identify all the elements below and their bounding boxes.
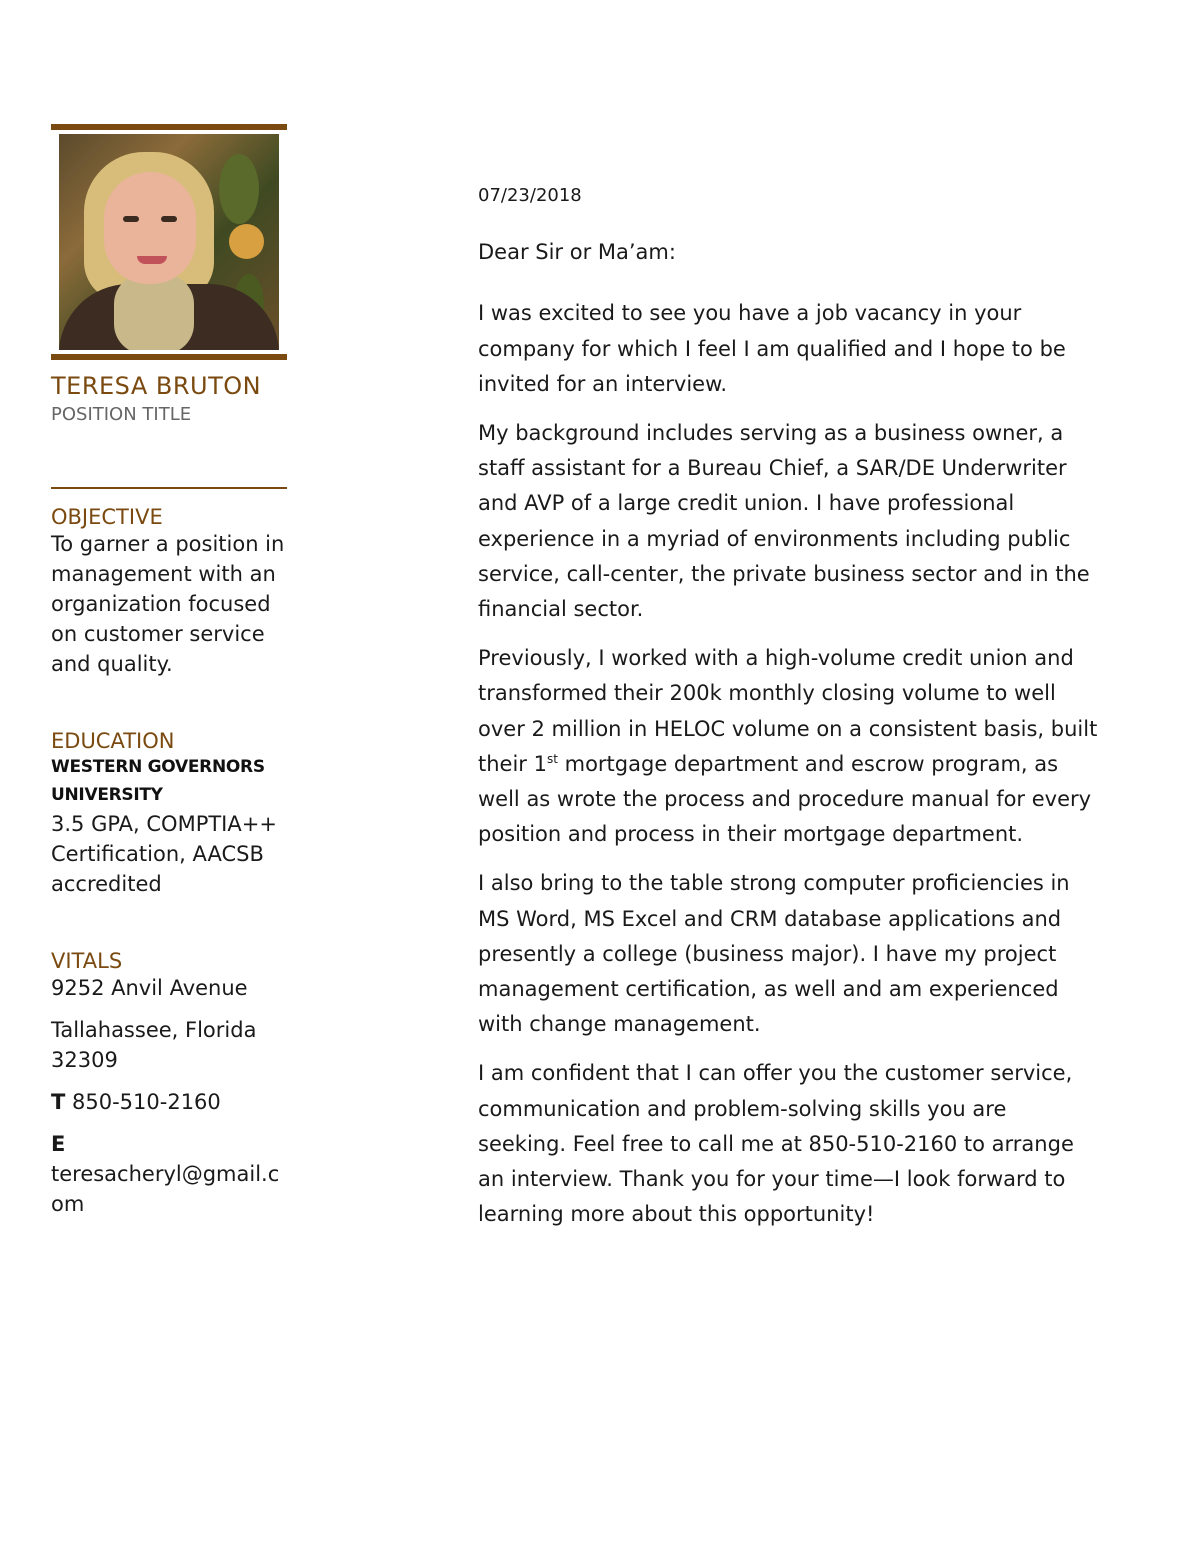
letter-paragraph-5: I am confident that I can offer you the customer service, communication and problem-solving skills you are seeking. Feel free to call me at 850-510-2160 to arrange an interview. Thank you for your time—I look forward to learning more about this opportunity! (478, 1061, 1074, 1227)
phone-value: 850-510-2160 (72, 1090, 221, 1114)
position-title: POSITION TITLE (51, 404, 192, 425)
vitals-city: Tallahassee, Florida 32309 (51, 1018, 257, 1072)
letter-paragraph-2: My background includes serving as a business owner, a staff assistant for a Bureau Chief, a SAR/DE Underwriter and AVP of a large credit union. I have professional experience in a myriad of environments including public service, call-center, the private business sector and in the financial sector. (478, 421, 1090, 622)
email-value: teresacheryl@gmail.com (51, 1162, 280, 1216)
applicant-name: TERESA BRUTON (51, 372, 262, 400)
letter-salutation: Dear Sir or Ma’am: (478, 240, 676, 265)
profile-photo-frame (51, 124, 287, 360)
letter-date: 07/23/2018 (478, 185, 582, 206)
sidebar (51, 124, 287, 1231)
education-school-line1: WESTERN GOVERNORS (51, 757, 265, 777)
letter-paragraph-3 (478, 641, 1098, 852)
cover-letter (478, 178, 1098, 1246)
p3-before: Previously, I worked with a high-volume credit union and transformed their 200k monthly closing volume to well over 2 million in HELOC volume on a consistent basis, built their 1 (478, 646, 1098, 776)
p3-after: mortgage department and escrow program, as well as wrote the process and procedure manual for every position and process in their mortgage department. (478, 751, 1092, 847)
letter-paragraph-1: I was excited to see you have a job vacancy in your company for which I feel I am qualified and I hope to be invited for an interview. (478, 301, 1066, 396)
objective-text: To garner a position in management with an organization focused on customer service and quality. (51, 532, 285, 676)
objective-heading: OBJECTIVE (51, 505, 163, 529)
phone-label: T (51, 1090, 66, 1114)
vitals-phone (51, 1087, 287, 1117)
profile-photo (59, 134, 279, 350)
vitals-email (51, 1129, 287, 1219)
education-school-line2: UNIVERSITY (51, 785, 163, 805)
vitals-address: 9252 Anvil Avenue (51, 976, 248, 1000)
email-label: E (51, 1132, 66, 1156)
p3-superscript: st (546, 751, 558, 766)
letter-paragraph-4: I also bring to the table strong computer proficiencies in MS Word, MS Excel and CRM database applications and presently a college (business major). I have my project management certification, as well and am experienced with change management. (478, 871, 1070, 1037)
education-details: 3.5 GPA, COMPTIA++ Certification, AACSB accredited (51, 812, 277, 896)
education-heading: EDUCATION (51, 729, 175, 753)
vitals-heading: VITALS (51, 949, 123, 973)
sidebar-divider (51, 487, 287, 489)
